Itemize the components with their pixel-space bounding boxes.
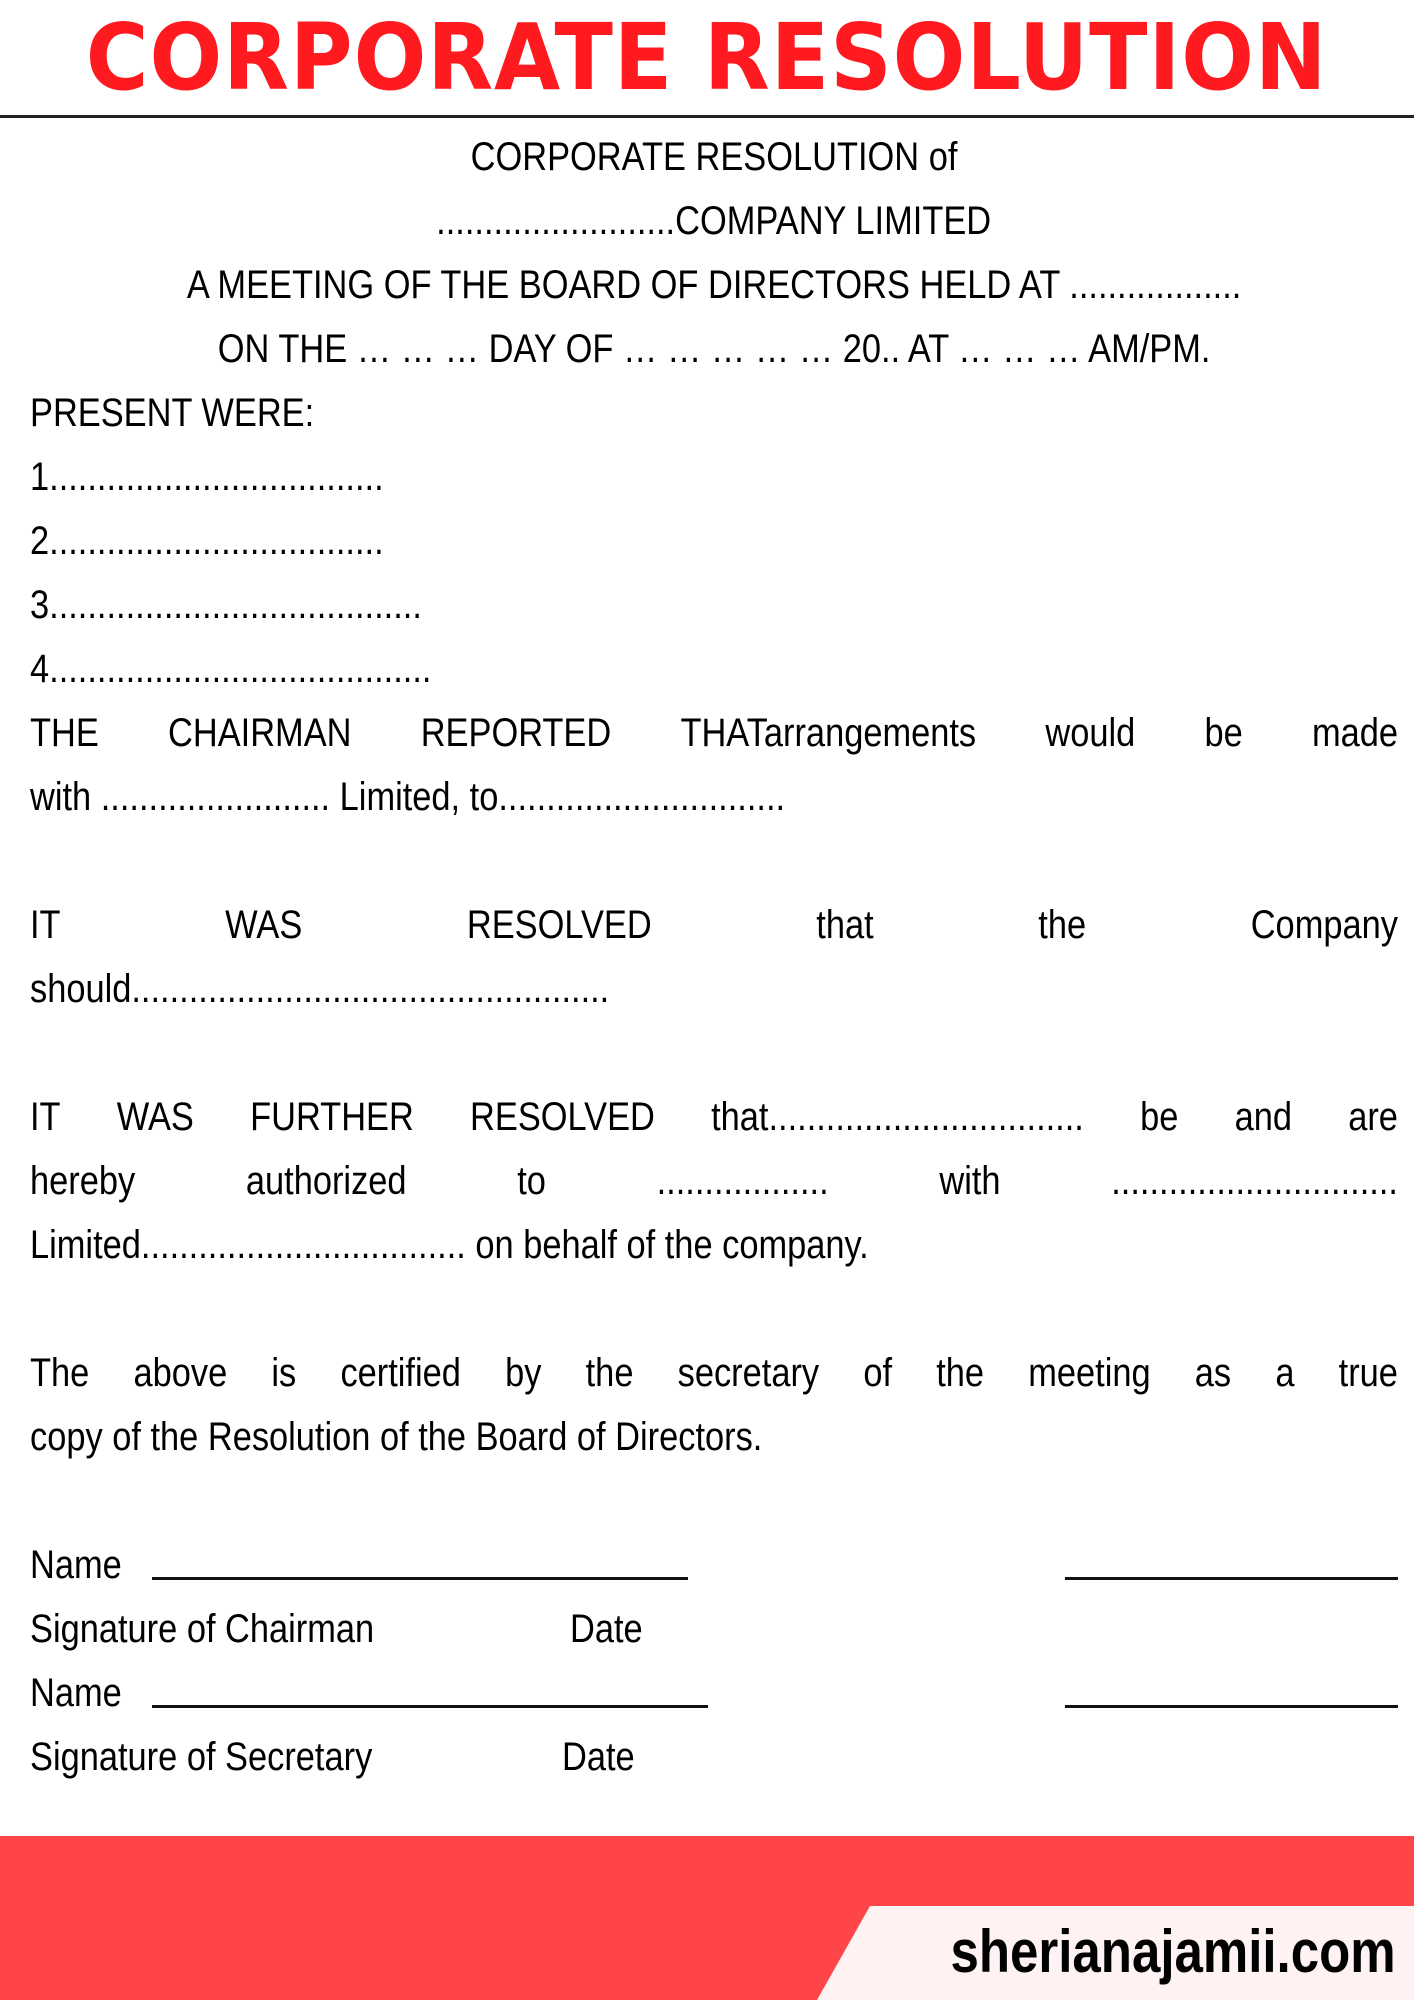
resolved-line: IT WAS RESOLVED that the Company xyxy=(30,903,1398,947)
present-label: PRESENT WERE: xyxy=(30,391,315,435)
signature-label: Signature of Chairman xyxy=(30,1607,375,1651)
present-item: 1................................... xyxy=(30,455,384,499)
present-item: 4........................................ xyxy=(30,647,432,691)
chairman-report-line: with ........................ Limited, to.............................. xyxy=(30,775,786,819)
chairman-signature-field[interactable] xyxy=(1065,1577,1398,1580)
heading-line: CORPORATE RESOLUTION of xyxy=(470,135,958,179)
header-divider xyxy=(0,115,1414,118)
secretary-name-row xyxy=(30,1661,1398,1725)
website-link[interactable]: sherianajamii.com xyxy=(950,1918,1396,1985)
certification-line: copy of the Resolution of the Board of Directors. xyxy=(30,1415,763,1459)
heading-line: A MEETING OF THE BOARD OF DIRECTORS HELD AT .................. xyxy=(186,263,1242,307)
chairman-report-line: THE CHAIRMAN REPORTED THATarrangements would be made xyxy=(30,711,1398,755)
secretary-signature-field[interactable] xyxy=(1065,1705,1398,1708)
secretary-name-field[interactable] xyxy=(152,1705,708,1708)
certification-line: The above is certified by the secretary of the meeting as a true xyxy=(30,1351,1398,1395)
chairman-name-field[interactable] xyxy=(152,1577,688,1580)
secretary-signature-row xyxy=(30,1725,1398,1789)
heading-line: ON THE … … … DAY OF … … … … … 20.. AT … … … AM/PM. xyxy=(217,327,1211,371)
chairman-signature-row xyxy=(30,1597,1398,1661)
heading-line: .........................COMPANY LIMITED xyxy=(436,199,992,243)
resolved-line: should.................................................. xyxy=(30,967,610,1011)
present-item: 3....................................... xyxy=(30,583,422,627)
chairman-name-row xyxy=(30,1533,1398,1597)
signature-label: Signature of Secretary xyxy=(30,1735,373,1779)
name-label: Name xyxy=(30,1671,122,1715)
further-resolved-line: hereby authorized to .................. with .............................. xyxy=(30,1159,1398,1203)
page-title: CORPORATE RESOLUTION xyxy=(86,4,1328,111)
date-label: Date xyxy=(562,1735,635,1779)
further-resolved-line: IT WAS FURTHER RESOLVED that................................. be and are xyxy=(30,1095,1398,1139)
document-body xyxy=(30,125,1398,1789)
name-label: Name xyxy=(30,1543,122,1587)
date-label: Date xyxy=(570,1607,643,1651)
further-resolved-line: Limited.................................. on behalf of the company. xyxy=(30,1223,869,1267)
present-item: 2................................... xyxy=(30,519,384,563)
